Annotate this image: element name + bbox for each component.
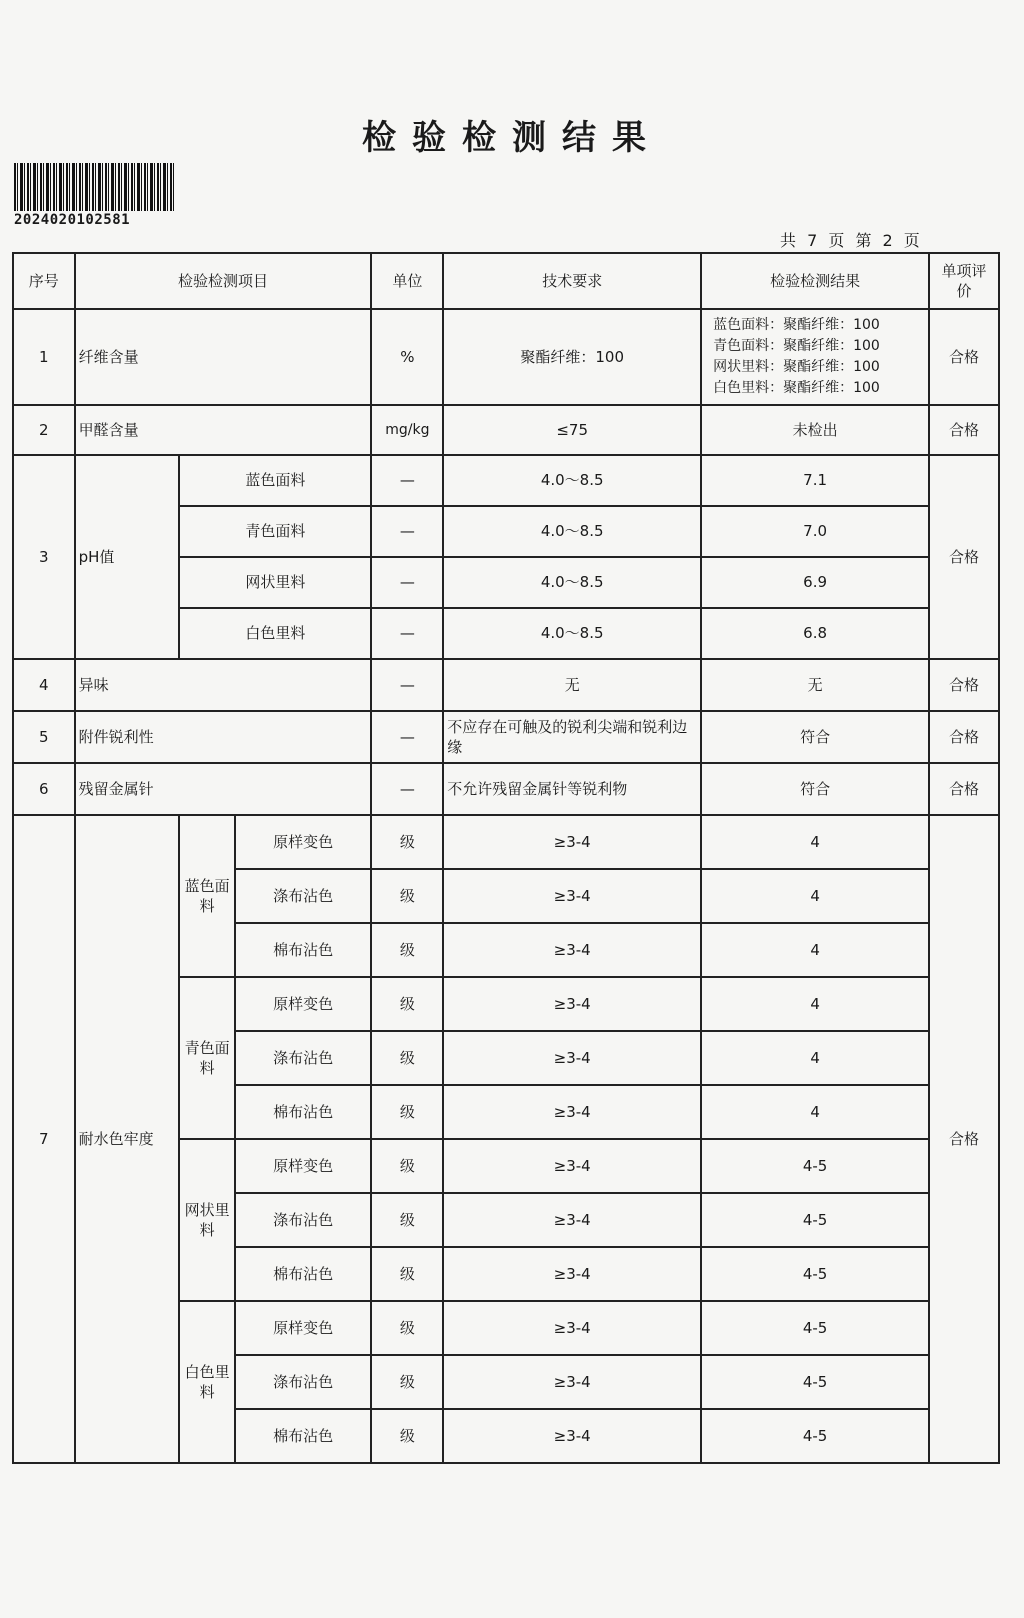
barcode-number: 2024020102581 (14, 212, 131, 228)
header-item: 检验检测项目 (75, 253, 372, 309)
evaluation-cell: 合格 (929, 711, 999, 763)
evaluation-cell: 合格 (929, 405, 999, 455)
result-cell: 4 (701, 869, 929, 923)
evaluation-cell: 合格 (929, 763, 999, 815)
item-name: 异味 (75, 659, 372, 711)
item-name: 附件锐利性 (75, 711, 372, 763)
test-name: 涤布沾色 (235, 1355, 372, 1409)
requirement-cell: 无 (443, 659, 701, 711)
requirement-cell: ≥3-4 (443, 1355, 701, 1409)
test-name: 原样变色 (235, 1139, 372, 1193)
requirement-cell: 聚酯纤维：100 (443, 309, 701, 405)
result-cell: 4 (701, 1085, 929, 1139)
test-name: 涤布沾色 (235, 1193, 372, 1247)
requirement-cell: 4.0～8.5 (443, 455, 701, 506)
requirement-cell: 不应存在可触及的锐利尖端和锐利边缘 (443, 711, 701, 763)
header-result: 检验检测结果 (701, 253, 929, 309)
unit-cell: 级 (371, 1193, 443, 1247)
requirement-cell: ≥3-4 (443, 923, 701, 977)
unit-cell: 级 (371, 923, 443, 977)
requirement-cell: 4.0～8.5 (443, 608, 701, 659)
requirement-cell: ≤75 (443, 405, 701, 455)
table-row (13, 455, 999, 506)
item-name: 纤维含量 (75, 309, 372, 405)
table-row (13, 405, 999, 455)
table-row (13, 659, 999, 711)
unit-cell: 级 (371, 1301, 443, 1355)
results-table (12, 252, 1000, 1464)
group-name: 网状里料 (179, 1139, 234, 1301)
table-row (13, 815, 999, 869)
item-name: 甲醛含量 (75, 405, 372, 455)
result-cell: 7.0 (701, 506, 929, 557)
result-cell: 7.1 (701, 455, 929, 506)
result-cell: 4-5 (701, 1355, 929, 1409)
row-number: 5 (13, 711, 75, 763)
result-cell: 符合 (701, 711, 929, 763)
unit-cell: — (371, 455, 443, 506)
sub-item-name: 网状里料 (179, 557, 371, 608)
barcode-icon (14, 163, 174, 211)
result-cell (701, 309, 929, 405)
test-name: 棉布沾色 (235, 923, 372, 977)
requirement-cell: 4.0～8.5 (443, 557, 701, 608)
unit-cell: 级 (371, 1409, 443, 1463)
unit-cell: mg/kg (371, 405, 443, 455)
unit-cell: 级 (371, 1139, 443, 1193)
group-name: 蓝色面料 (179, 815, 234, 977)
result-cell: 4 (701, 1031, 929, 1085)
unit-cell: — (371, 608, 443, 659)
result-cell: 4 (701, 923, 929, 977)
item-name: 耐水色牢度 (75, 815, 180, 1463)
evaluation-cell: 合格 (929, 455, 999, 659)
row-number: 1 (13, 309, 75, 405)
requirement-cell: ≥3-4 (443, 1031, 701, 1085)
result-cell: 4-5 (701, 1409, 929, 1463)
row-number: 6 (13, 763, 75, 815)
test-name: 原样变色 (235, 977, 372, 1031)
unit-cell: — (371, 711, 443, 763)
item-name: pH值 (75, 455, 180, 659)
requirement-cell: ≥3-4 (443, 1301, 701, 1355)
test-name: 原样变色 (235, 815, 372, 869)
item-name: 残留金属针 (75, 763, 372, 815)
result-cell: 4-5 (701, 1193, 929, 1247)
table-row (13, 309, 999, 405)
unit-cell: 级 (371, 1247, 443, 1301)
test-name: 涤布沾色 (235, 1031, 372, 1085)
table-header-row (13, 253, 999, 309)
sub-item-name: 青色面料 (179, 506, 371, 557)
header-evaluation: 单项评价 (929, 253, 999, 309)
unit-cell: % (371, 309, 443, 405)
unit-cell: 级 (371, 1031, 443, 1085)
page-title: 检验检测结果 (362, 118, 662, 158)
requirement-cell: 不允许残留金属针等锐利物 (443, 763, 701, 815)
unit-cell: — (371, 659, 443, 711)
test-name: 涤布沾色 (235, 869, 372, 923)
unit-cell: 级 (371, 1085, 443, 1139)
page-indicator: 共 7 页 第 2 页 (780, 231, 923, 250)
unit-cell: — (371, 506, 443, 557)
sub-item-name: 白色里料 (179, 608, 371, 659)
fiber-result-line: 蓝色面料：聚酯纤维：100 (713, 317, 880, 333)
unit-cell: 级 (371, 1355, 443, 1409)
result-cell: 6.9 (701, 557, 929, 608)
fiber-result-line: 青色面料：聚酯纤维：100 (713, 338, 880, 354)
test-name: 棉布沾色 (235, 1409, 372, 1463)
result-cell: 无 (701, 659, 929, 711)
requirement-cell: ≥3-4 (443, 815, 701, 869)
result-cell: 4 (701, 815, 929, 869)
header-unit: 单位 (371, 253, 443, 309)
unit-cell: — (371, 557, 443, 608)
requirement-cell: ≥3-4 (443, 1409, 701, 1463)
requirement-cell: ≥3-4 (443, 977, 701, 1031)
fiber-result-line: 网状里料：聚酯纤维：100 (713, 359, 880, 375)
sub-item-name: 蓝色面料 (179, 455, 371, 506)
unit-cell: 级 (371, 869, 443, 923)
row-number: 2 (13, 405, 75, 455)
result-cell: 未检出 (701, 405, 929, 455)
evaluation-cell: 合格 (929, 309, 999, 405)
evaluation-cell: 合格 (929, 815, 999, 1463)
result-cell: 符合 (701, 763, 929, 815)
unit-cell: 级 (371, 815, 443, 869)
row-number: 3 (13, 455, 75, 659)
test-name: 棉布沾色 (235, 1085, 372, 1139)
header-requirement: 技术要求 (443, 253, 701, 309)
result-cell: 4-5 (701, 1139, 929, 1193)
test-name: 棉布沾色 (235, 1247, 372, 1301)
fiber-result-line: 白色里料：聚酯纤维：100 (713, 380, 880, 396)
group-name: 青色面料 (179, 977, 234, 1139)
requirement-cell: ≥3-4 (443, 1085, 701, 1139)
test-name: 原样变色 (235, 1301, 372, 1355)
group-name: 白色里料 (179, 1301, 234, 1463)
unit-cell: 级 (371, 977, 443, 1031)
header-seq: 序号 (13, 253, 75, 309)
table-row (13, 711, 999, 763)
requirement-cell: 4.0～8.5 (443, 506, 701, 557)
evaluation-cell: 合格 (929, 659, 999, 711)
requirement-cell: ≥3-4 (443, 1247, 701, 1301)
result-cell: 4-5 (701, 1301, 929, 1355)
result-cell: 6.8 (701, 608, 929, 659)
requirement-cell: ≥3-4 (443, 1193, 701, 1247)
row-number: 7 (13, 815, 75, 1463)
unit-cell: — (371, 763, 443, 815)
result-cell: 4 (701, 977, 929, 1031)
requirement-cell: ≥3-4 (443, 869, 701, 923)
result-cell: 4-5 (701, 1247, 929, 1301)
requirement-cell: ≥3-4 (443, 1139, 701, 1193)
row-number: 4 (13, 659, 75, 711)
table-row (13, 763, 999, 815)
